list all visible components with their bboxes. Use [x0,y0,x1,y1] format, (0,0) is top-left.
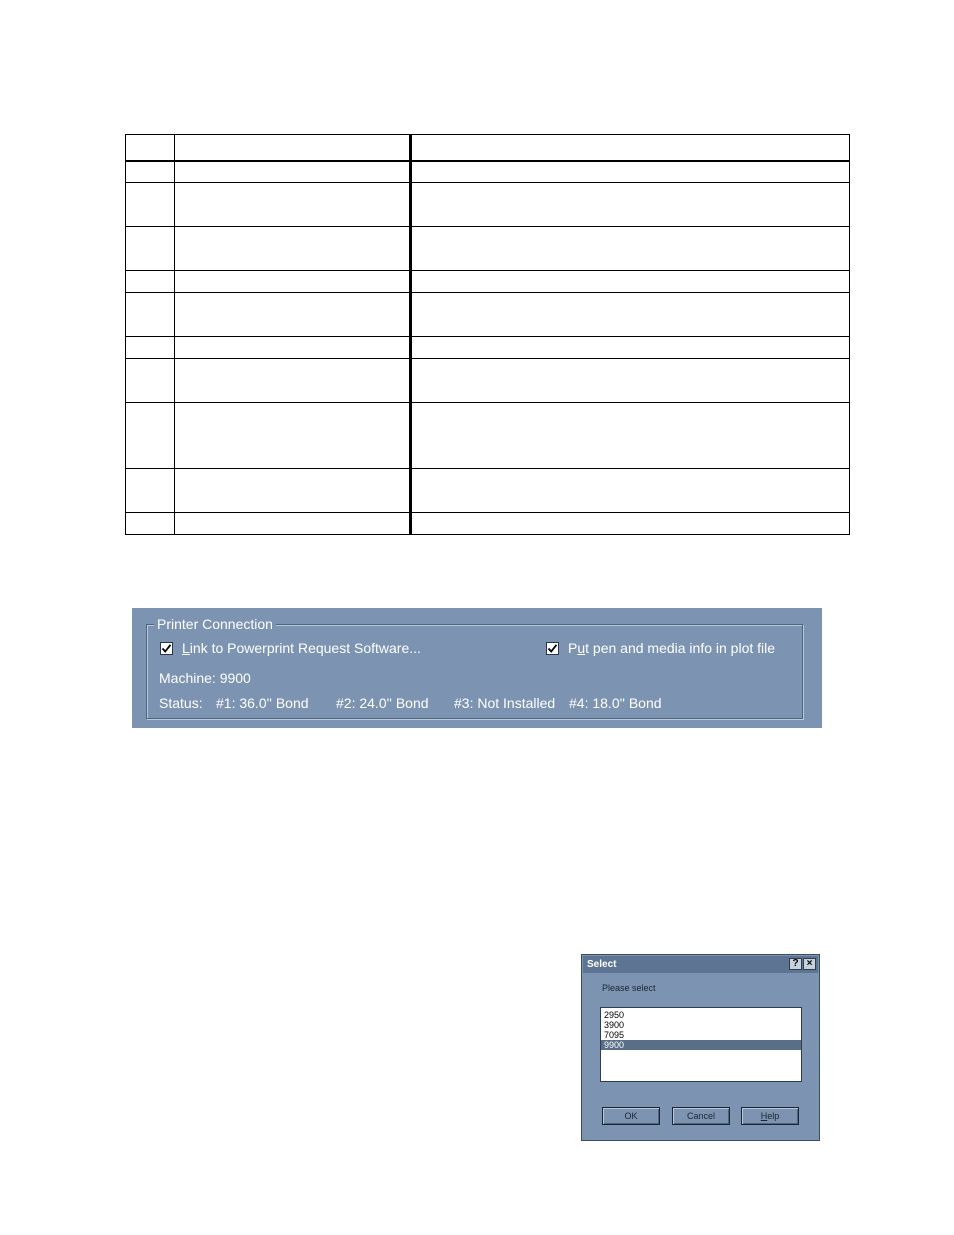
list-item-selected[interactable]: 9900 [601,1040,801,1050]
groupbox-title: Printer Connection [154,616,276,632]
status-slot-1: #1: 36.0'' Bond [216,695,309,711]
ok-button[interactable]: OK [602,1107,660,1125]
machine-label: Machine: 9900 [159,670,251,686]
printer-connection-panel [132,608,822,728]
table-cell [411,271,850,293]
table-cell [175,469,411,513]
table-cell [126,135,175,161]
table-cell [126,337,175,359]
table-cell [126,183,175,227]
help-button[interactable]: Help [741,1107,799,1125]
table-cell [126,271,175,293]
table-row [126,227,850,271]
table-cell [411,513,850,535]
list-item[interactable]: 3900 [604,1020,625,1030]
table-cell [126,403,175,469]
pen-media-info-label: Put pen and media info in plot file [568,640,776,656]
link-powerprint-label: Link to Powerprint Request Software... [182,640,421,656]
close-icon[interactable]: × [803,958,816,970]
table-cell [411,359,850,403]
table-row [126,513,850,535]
table-cell [411,227,850,271]
table-cell [411,161,850,183]
dialog-titlebar [583,956,818,973]
table-cell [411,183,850,227]
list-item[interactable]: 7095 [604,1030,625,1040]
table-row [126,337,850,359]
table-cell [126,359,175,403]
table-cell [175,161,411,183]
select-prompt: Please select [602,983,656,993]
table-cell [411,135,850,161]
table-row [126,293,850,337]
table-cell [175,293,411,337]
list-item[interactable]: 2950 [604,1010,625,1020]
help-question-icon[interactable]: ? [789,958,802,970]
table-cell [175,227,411,271]
table-row [126,403,850,469]
status-slot-2: #2: 24.0'' Bond [336,695,429,711]
checkmark-icon [161,643,172,654]
link-powerprint-checkbox[interactable] [160,640,421,656]
table-cell [175,337,411,359]
table-cell [175,135,411,161]
table-cell [126,161,175,183]
pen-media-info-checkbox[interactable] [546,640,775,656]
checkmark-icon [547,643,558,654]
table-header-row [126,135,850,161]
table-row [126,271,850,293]
table-cell [411,403,850,469]
table-cell [411,337,850,359]
table-cell [126,513,175,535]
table-cell [126,469,175,513]
table-row [126,359,850,403]
table-row [126,183,850,227]
checkbox-box[interactable] [160,642,173,655]
reference-table [125,134,850,535]
table-row [126,161,850,183]
table-cell [411,469,850,513]
table-row [126,469,850,513]
table-cell [175,403,411,469]
table-cell [175,183,411,227]
dialog-title: Select [587,959,617,970]
table-cell [126,293,175,337]
status-slot-3: #3: Not Installed [454,695,556,711]
table-cell [175,513,411,535]
table-cell [175,271,411,293]
status-slot-4: #4: 18.0'' Bond [569,695,662,711]
checkbox-box[interactable] [546,642,559,655]
table-cell [411,293,850,337]
table-cell [175,359,411,403]
machine-listbox[interactable] [600,1007,802,1082]
status-label: Status: [159,695,203,711]
table-cell [126,227,175,271]
cancel-button[interactable]: Cancel [672,1107,730,1125]
select-dialog [581,954,820,1141]
